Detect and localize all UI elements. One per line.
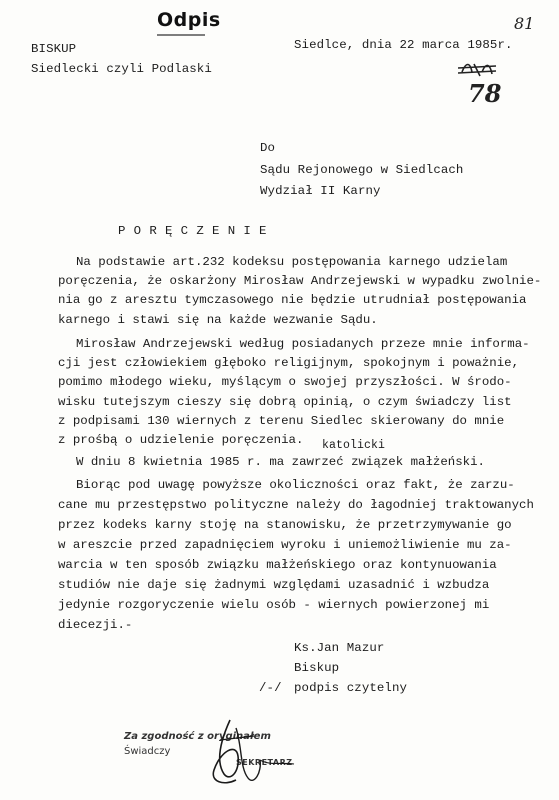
- body-line: Na podstawie art.232 kodeksu postępowania karnego udzielam: [76, 255, 508, 269]
- body-line: nia go z aresztu tymczasowego nie będzie utrudniał postępowania: [58, 293, 527, 307]
- body-line: warcia w ten sposób związku małżeńskiego oraz kontynuowania: [58, 558, 497, 572]
- body-line: pomimo młodego wieku, myślącym o swojej przyszłości. W środo-: [58, 375, 512, 389]
- handwritten-signature: [190, 712, 310, 792]
- copy-stamp: Odpis: [157, 9, 221, 31]
- body-line: Biorąc pod uwagę powyższe okoliczności oraz fakt, że zarzu-: [76, 478, 515, 492]
- place-date: Siedlce, dnia 22 marca 1985r.: [294, 38, 513, 52]
- archive-number: 78: [468, 79, 502, 108]
- sender-line-1: BISKUP: [31, 42, 77, 56]
- body-line: studiów nie daje się żadnymi względami uzasadnić i wzbudza: [58, 578, 490, 592]
- body-line: W dniu 8 kwietnia 1985 r. ma zawrzeć związek małżeński.: [76, 455, 485, 469]
- signature-mark: /-/: [259, 681, 282, 695]
- body-line: z podpisami 130 wiernych z terenu Siedlec skierowany do mnie: [58, 414, 505, 428]
- body-line: jedynie rozgoryczenie wielu osób - wiernych powierzonej mi: [58, 598, 490, 612]
- body-line: z prośbą o udzielenie poręczenia.: [58, 433, 304, 447]
- body-line: poręczenia, że oskarżony Mirosław Andrzejewski w wypadku zwolnie-: [58, 274, 542, 288]
- secretary-stamp-role: SEKRETARZ: [236, 758, 293, 767]
- copy-stamp-underline: [157, 32, 207, 38]
- body-line: wisku tutejszym cieszy się dobrą opinią, o czym świadczy list: [58, 395, 512, 409]
- insertion-word: katolicki: [322, 439, 386, 452]
- certification-stamp-line-2: Świadczy: [124, 746, 171, 757]
- body-line: Mirosław Andrzejewski według posiadanych przeze mnie informa-: [76, 337, 530, 351]
- body-line: karnego i stawi się na każde wezwanie Sądu.: [58, 313, 378, 327]
- body-line: w areszcie przed zapadnięciem wyroku i uniemożliwienie mu za-: [58, 538, 512, 552]
- body-line: przez kodeks karny stoję na stanowisku, że przetrzymywanie go: [58, 518, 512, 532]
- signatory-name: Ks.Jan Mazur: [294, 641, 385, 655]
- body-line: cji jest człowiekiem głęboko religijnym, spokojnym i poważnie,: [58, 356, 520, 370]
- recipient-line-2: Sądu Rejonowego w Siedlcach: [260, 163, 464, 177]
- recipient-line-3: Wydział II Karny: [260, 184, 381, 198]
- body-line: cane mu przestępstwo polityczne należy do łagodniej traktowanych: [58, 498, 534, 512]
- body-line: diecezji.-: [58, 618, 133, 632]
- certification-stamp-line-1: Za zgodność z oryginałem: [124, 731, 271, 742]
- document-title: P O R Ę C Z E N I E: [118, 224, 267, 238]
- sender-line-2: Siedlecki czyli Podlaski: [31, 62, 212, 76]
- signature-note: podpis czytelny: [294, 681, 408, 695]
- signatory-title: Biskup: [294, 661, 340, 675]
- page-number: 81: [514, 14, 535, 33]
- recipient-line-1: Do: [260, 141, 276, 155]
